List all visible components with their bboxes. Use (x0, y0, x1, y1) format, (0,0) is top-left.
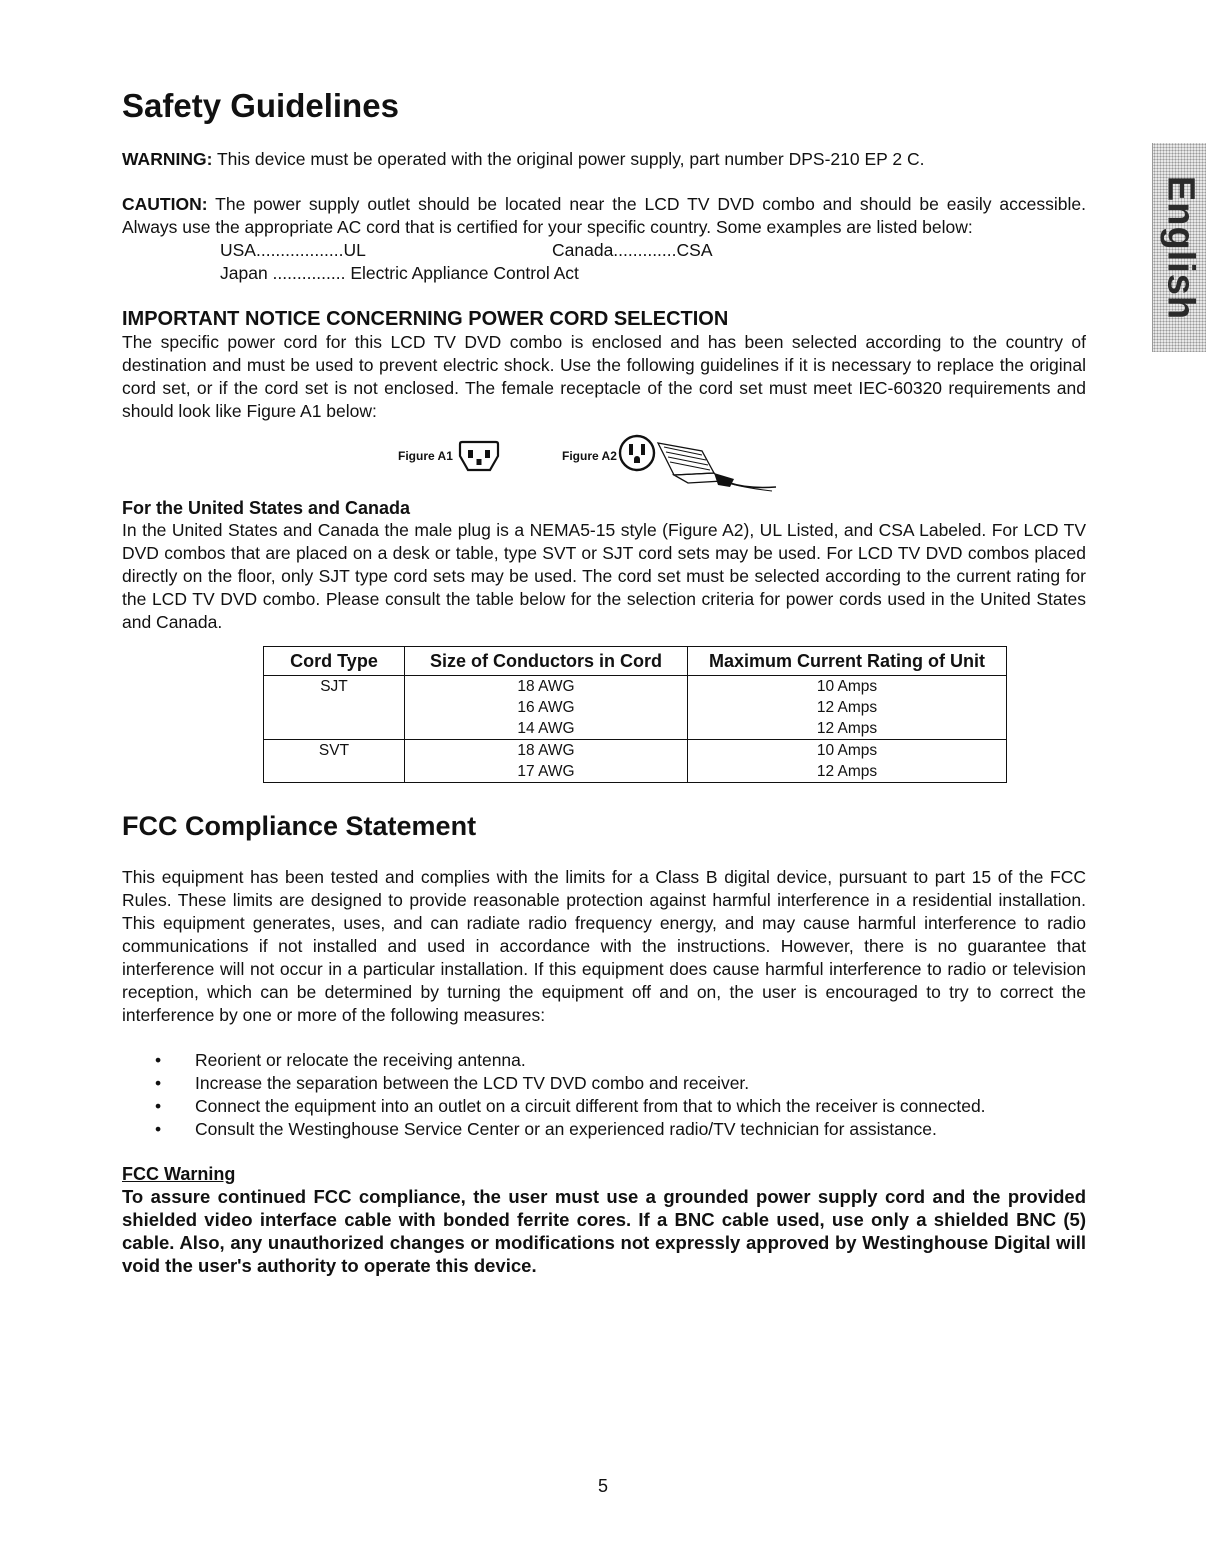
caution-label: CAUTION: (122, 194, 208, 214)
table-row (264, 697, 1007, 718)
table-cell (264, 718, 405, 740)
warning-text: This device must be operated with the original power supply, part number DPS-210 EP 2 C. (212, 149, 925, 169)
table-header-row (264, 647, 1007, 676)
caution-text: The power supply outlet should be located near the LCD TV DVD combo and should be easily accessible. Always use the appropriate AC cord that is certified for your specific country. Some examples are listed below: (122, 194, 1086, 237)
table-cell: 14 AWG (405, 718, 688, 740)
table-cell: 17 AWG (405, 761, 688, 783)
table-cell: 10 Amps (688, 676, 1007, 698)
example-canada: Canada.............CSA (552, 240, 713, 260)
list-item: • Consult the Westinghouse Service Center or an experienced radio/TV technician for assistance. (195, 1118, 1086, 1141)
us-canada-text: In the United States and Canada the male plug is a NEMA5-15 style (Figure A2), UL Listed, and CSA Labeled. For LCD TV DVD combos that are placed on a desk or table, type SVT or SJT cord sets may be used. For LCD TV DVD combos placed directly on the floor, only SJT type cord sets may be used. The cord set must be selected according to the current rating for the LCD TV DVD combo. Please consult the table below for the selection criteria for power cords used in the United States and Canada. (122, 520, 1086, 632)
fcc-measures-list (122, 1049, 1086, 1141)
cord-table (263, 646, 1007, 783)
us-canada-heading: For the United States and Canada (122, 498, 411, 518)
table-cell (264, 761, 405, 783)
table-cell: SJT (264, 676, 405, 698)
list-item: • Increase the separation between the LCD TV DVD combo and receiver. (195, 1072, 1086, 1095)
table-cell: 12 Amps (688, 761, 1007, 783)
table-cell (264, 697, 405, 718)
table-cell: 10 Amps (688, 740, 1007, 762)
table-row (264, 718, 1007, 740)
examples-row-1 (122, 239, 1086, 262)
warning-label: WARNING: (122, 149, 213, 169)
col-conductor-size: Size of Conductors in Cord (405, 647, 688, 676)
examples-row-2 (122, 262, 1086, 285)
notice-text: The specific power cord for this LCD TV DVD combo is enclosed and has been selected according to the country of destination and must be used to prevent electric shock. Use the following guidelines if it is necessary to replace the original cord set, or if the cord set is not enclosed. The female receptacle of the cord set must meet IEC-60320 requirements and should look like Figure A1 below: (122, 332, 1086, 421)
fcc-warning-title: FCC Warning (122, 1164, 236, 1184)
table-cell: 16 AWG (405, 697, 688, 718)
language-tab-label: English (1159, 175, 1201, 320)
caution-paragraph (122, 193, 1086, 239)
page-number: 5 (597, 1476, 608, 1496)
notice-heading: IMPORTANT NOTICE CONCERNING POWER CORD SELECTION (122, 308, 729, 330)
fcc-warning-text: To assure continued FCC compliance, the user must use a grounded power supply cord and the provided shielded video interface cable with bonded ferrite cores. If a BNC cable used, use only a shielded BNC (5) cable. Also, any unauthorized changes or modifications not expressly approved by Westinghouse Digital will void the user's authority to operate this device. (122, 1186, 1086, 1276)
table-cell: 18 AWG (405, 740, 688, 762)
figure-a2-label: Figure A2 (562, 449, 617, 463)
language-tab (1152, 143, 1206, 352)
table-cell: 18 AWG (405, 676, 688, 698)
table-row (264, 761, 1007, 783)
figure-a1-receptacle-icon (458, 439, 500, 473)
example-usa: USA..................UL (220, 240, 366, 260)
list-item: • Connect the equipment into an outlet on a circuit different from that to which the receiver is connected. (195, 1095, 1086, 1118)
warning-paragraph (122, 148, 1086, 171)
figure-a1-label: Figure A1 (398, 449, 453, 463)
fcc-text: This equipment has been tested and complies with the limits for a Class B digital device, pursuant to part 15 of the FCC Rules. These limits are designed to provide reasonable protection against harmful interference in a residential installation. This equipment generates, uses, and can radiate radio frequency energy, and may cause harmful interference to radio communications if not installed and used in accordance with the instructions. However, there is no guarantee that interference will not occur in a particular installation. If this equipment does cause harmful interference to radio or television reception, which can be determined by turning the equipment off and on, the user is encouraged to try to correct the interference by one or more of the following measures: (122, 867, 1086, 1025)
table-row (264, 740, 1007, 762)
example-japan: Japan ............... Electric Appliance Control Act (220, 263, 579, 283)
page-title: Safety Guidelines (122, 87, 399, 124)
table-row (264, 676, 1007, 698)
fcc-heading: FCC Compliance Statement (122, 811, 477, 841)
table-cell: 12 Amps (688, 697, 1007, 718)
col-cord-type: Cord Type (264, 647, 405, 676)
figures-row (122, 429, 1086, 493)
table-cell: 12 Amps (688, 718, 1007, 740)
figure-a2-plug-icon (618, 429, 778, 493)
col-max-current: Maximum Current Rating of Unit (688, 647, 1007, 676)
page-content (122, 86, 1086, 1277)
list-item: • Reorient or relocate the receiving antenna. (195, 1049, 1086, 1072)
table-cell: SVT (264, 740, 405, 762)
